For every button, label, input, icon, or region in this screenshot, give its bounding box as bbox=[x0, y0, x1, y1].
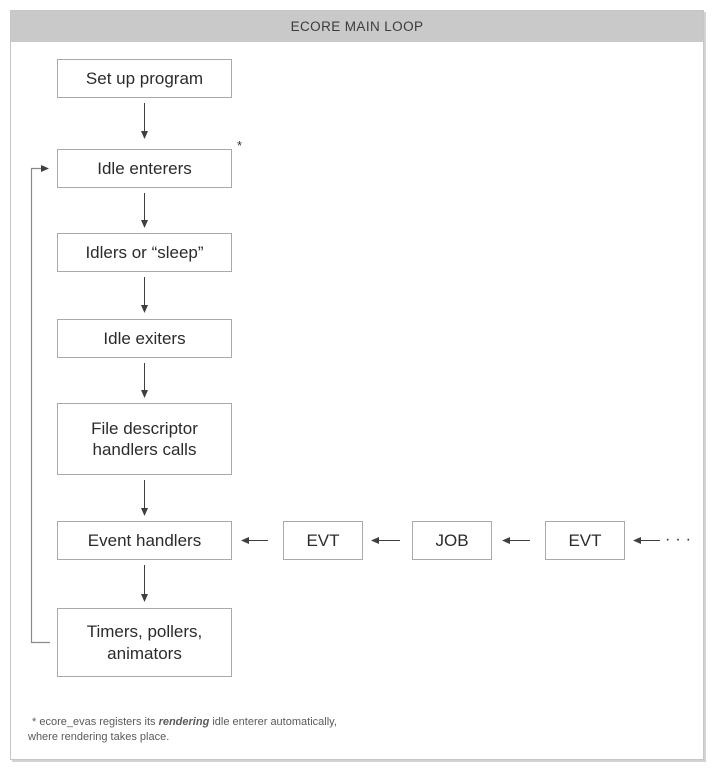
node-evt-1: EVT bbox=[283, 521, 363, 560]
node-idle-enterers: Idle enterers bbox=[57, 149, 232, 188]
footnote-line-1: * ecore_evas registers its rendering idle enterer automatically, bbox=[32, 716, 337, 728]
footnote-emphasis: rendering bbox=[158, 716, 210, 728]
node-evt-2: EVT bbox=[545, 521, 625, 560]
diagram-title: ECORE MAIN LOOP bbox=[290, 19, 424, 34]
node-job: JOB bbox=[412, 521, 492, 560]
node-set-up-program: Set up program bbox=[57, 59, 232, 98]
footnote bbox=[28, 715, 468, 745]
title-bar bbox=[11, 11, 703, 42]
node-event-handlers: Event handlers bbox=[57, 521, 232, 560]
queue-ellipsis: ··· bbox=[665, 531, 696, 548]
node-idlers-or-sleep: Idlers or “sleep” bbox=[57, 233, 232, 272]
node-timers-pollers-animators: Timers, pollers, animators bbox=[57, 608, 232, 677]
footnote-line-2: where rendering takes place. bbox=[28, 731, 170, 743]
node-idle-exiters: Idle exiters bbox=[57, 319, 232, 358]
node-file-descriptor-handlers: File descriptor handlers calls bbox=[57, 403, 232, 475]
footnote-reference-asterisk: * bbox=[237, 138, 243, 153]
